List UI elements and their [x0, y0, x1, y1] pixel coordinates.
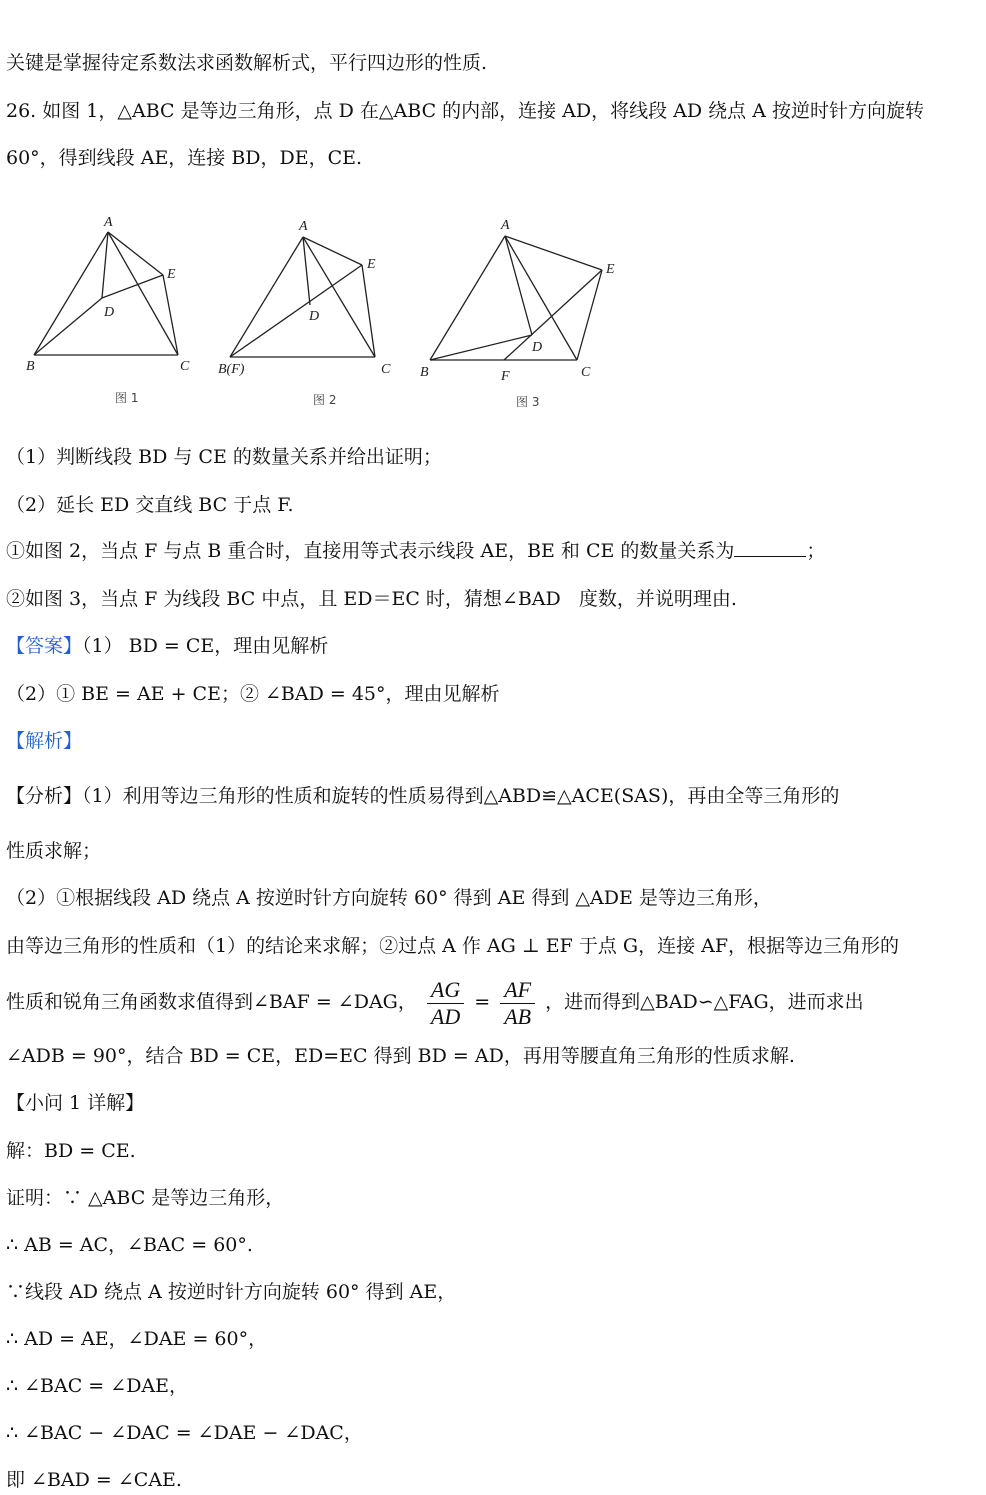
subquestion-1-heading: 【小问 1 详解】: [6, 1092, 145, 1114]
geometry-figures-svg: [20, 210, 630, 420]
fig2-label-a: A: [299, 219, 308, 234]
fig1-label-d: D: [104, 305, 115, 320]
solution-line-1: 解：BD = CE.: [6, 1140, 136, 1162]
question-1: （1）判断线段 BD 与 CE 的数量关系并给出证明；: [6, 446, 442, 468]
fraction-ab: AB: [504, 1003, 532, 1029]
fig3-label-c: C: [581, 365, 591, 380]
fig1-label-b: B: [26, 359, 35, 374]
question-2-part-2-end: 度数，并说明理由.: [578, 588, 737, 610]
question-2-part-1-end: ；: [806, 540, 826, 562]
answer-line-1: [6, 633, 328, 659]
figure-3: [430, 236, 602, 360]
fig2-label-bf: B(F): [218, 362, 245, 377]
fraction-af-ab: [500, 977, 535, 1030]
analysis-line-1: 【分析】（1）利用等边三角形的性质和旋转的性质易得到△ABD≌△ACE(SAS)，再由全等三角形的: [6, 785, 840, 807]
fig2-label-c: C: [381, 362, 391, 377]
fig2-caption: 图 2: [313, 393, 337, 407]
proof-line-3: ∵线段 AD 绕点 A 按逆时针方向旋转 60° 得到 AE，: [6, 1281, 457, 1303]
proof-line-6: ∴ ∠BAC − ∠DAC = ∠DAE − ∠DAC，: [6, 1422, 363, 1444]
fraction-ag-ad: [427, 977, 464, 1030]
answer-line-2: （2）① BE = AE + CE；② ∠BAD = 45°，理由见解析: [6, 683, 500, 705]
fig3-label-b: B: [420, 365, 429, 380]
proof-line-4: ∴ AD = AE，∠DAE = 60°，: [6, 1328, 268, 1350]
fig1-label-c: C: [180, 359, 190, 374]
answer-heading: 【答案】: [6, 635, 83, 657]
fig2-label-d: D: [309, 309, 320, 324]
fig3-label-f: F: [501, 369, 510, 384]
fraction-ad: AD: [430, 1003, 461, 1029]
question-2-part-1-text: ①如图 2，当点 F 与点 B 重合时，直接用等式表示线段 AE，BE 和 CE 的数量关系为: [6, 540, 735, 562]
problem-26-line-1: 26. 如图 1，△ABC 是等边三角形，点 D 在△ABC 的内部，连接 AD，将线段 AD 绕点 A 按逆时针方向旋转: [6, 100, 924, 122]
fig1-caption: 图 1: [115, 391, 139, 405]
figure-1: [34, 232, 178, 355]
figure-2: [230, 237, 375, 357]
fig1-label-e: E: [167, 267, 176, 282]
question-2: （2）延长 ED 交直线 BC 于点 F.: [6, 494, 294, 516]
proof-line-5: ∴ ∠BAC = ∠DAE，: [6, 1375, 189, 1397]
fraction-ag: AG: [427, 977, 464, 1004]
analysis-line-5-end: ，进而得到△BAD∽△FAG，进而求出: [545, 991, 864, 1013]
fig3-label-e: E: [606, 262, 615, 277]
proof-line-7: 即 ∠BAD = ∠CAE.: [6, 1469, 182, 1491]
analysis-line-6: ∠ADB = 90°，结合 BD = CE，ED=EC 得到 BD = AD，再用等腰直角三角形的性质求解.: [6, 1045, 795, 1067]
question-2-part-1: [6, 538, 825, 564]
fraction-af: AF: [500, 977, 535, 1004]
proof-line-2: ∴ AB = AC，∠BAC = 60°.: [6, 1234, 253, 1256]
answer-part-1: （1） BD = CE，理由见解析: [82, 635, 329, 657]
problem-26-line-2: 60°，得到线段 AE，连接 BD，DE，CE.: [6, 147, 363, 169]
text-line-1: 关键是掌握待定系数法求函数解析式，平行四边形的性质.: [6, 52, 488, 74]
problem-figures: [20, 210, 630, 420]
answer-blank: [734, 538, 806, 557]
question-2-part-2-text: ②如图 3，当点 F 为线段 BC 中点，且 ED＝EC 时，猜想∠BAD: [6, 588, 561, 610]
fig3-label-a: A: [501, 218, 510, 233]
fig3-caption: 图 3: [516, 395, 540, 409]
analysis-line-2: 性质求解；: [6, 840, 102, 862]
analysis-line-3: （2）①根据线段 AD 绕点 A 按逆时针方向旋转 60° 得到 AE 得到 △ADE 是等边三角形，: [6, 887, 772, 909]
question-2-part-2: [6, 586, 737, 612]
fig1-label-a: A: [104, 215, 113, 230]
analysis-line-5: [6, 972, 864, 1032]
proof-line-1: 证明：∵ △ABC 是等边三角形，: [6, 1187, 285, 1209]
fraction-equals: =: [474, 991, 491, 1013]
analysis-heading: 【解析】: [6, 730, 83, 752]
analysis-line-5-text: 性质和锐角三角函数求值得到∠BAF = ∠DAG，: [6, 991, 417, 1013]
fig3-label-d: D: [532, 340, 543, 355]
analysis-line-4: 由等边三角形的性质和（1）的结论来求解；②过点 A 作 AG ⊥ EF 于点 G，连接 AF，根据等边三角形的: [6, 935, 900, 957]
fig2-label-e: E: [367, 257, 376, 272]
